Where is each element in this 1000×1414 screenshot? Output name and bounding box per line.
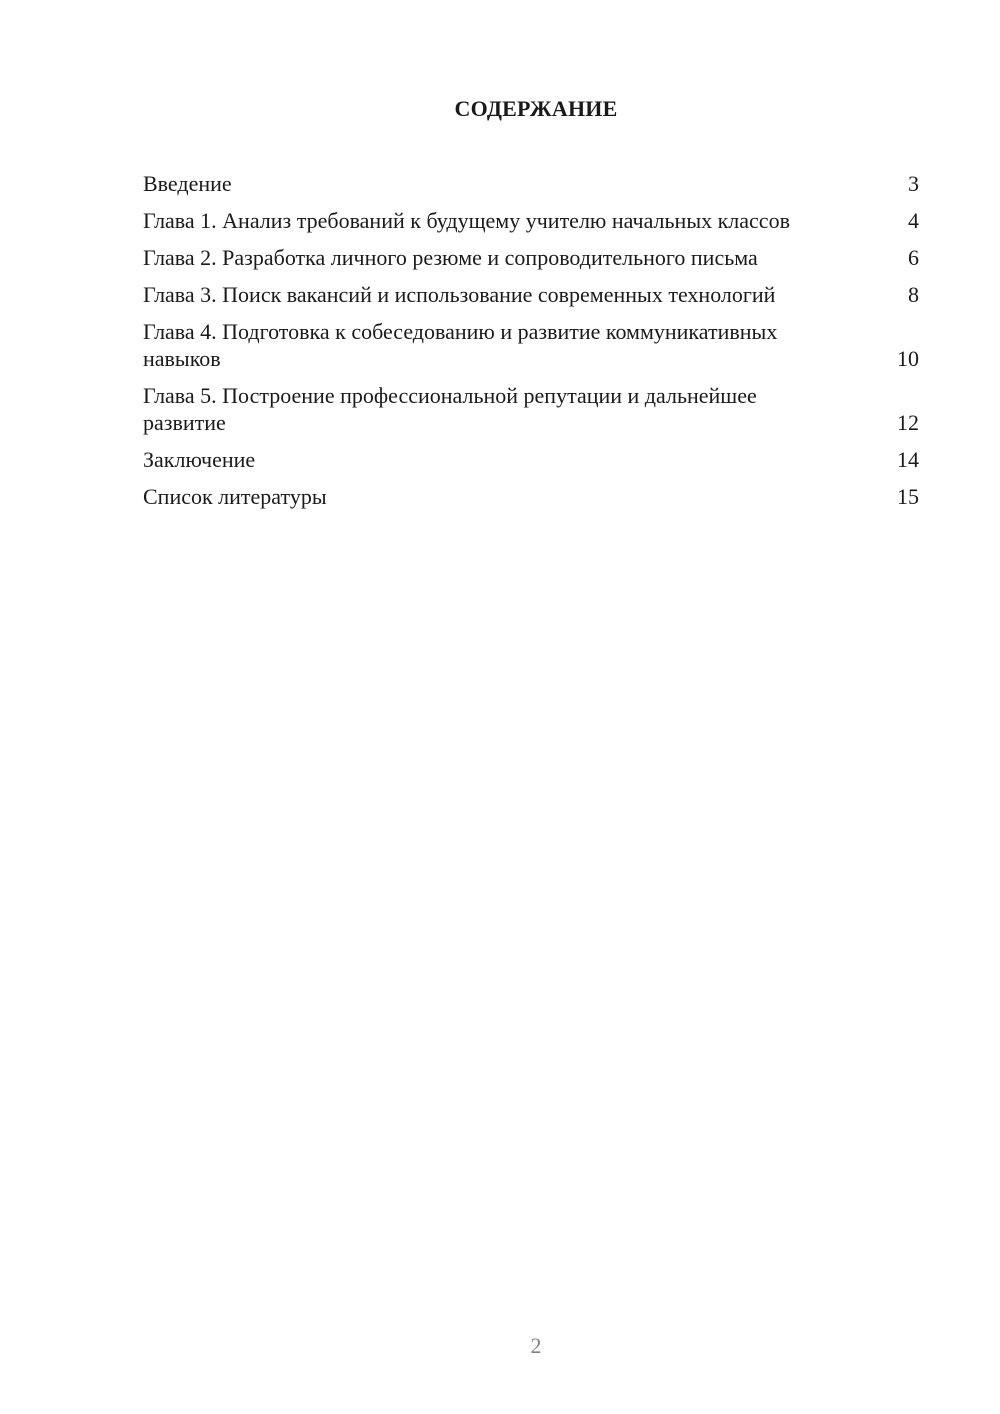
toc-entry-page: 8 [908,282,919,307]
toc-entry-page: 14 [897,447,919,472]
toc-entry-references [143,483,919,510]
toc-title: СОДЕРЖАНИЕ [454,96,618,121]
toc-entry-chapter-1 [143,207,919,234]
toc-entry-conclusion [143,446,919,473]
page-number: 2 [530,1333,542,1358]
toc-entry-page: 15 [897,484,919,509]
toc-entry-introduction [143,170,919,197]
toc-entry-page: 6 [908,245,919,270]
toc-entry-page: 12 [897,410,919,435]
toc-entry-chapter-5 [143,382,919,436]
toc-entry-chapter-2 [143,244,919,271]
toc-entry-label: Глава 1. Анализ требований к будущему учителю начальных классов [143,208,790,233]
toc-entry-chapter-3 [143,281,919,308]
toc-entry-label: Список литературы [143,484,327,509]
toc-entry-label: Введение [143,171,232,196]
toc-entry-label: Глава 2. Разработка личного резюме и сопроводительного письма [143,245,758,270]
toc-entry-page: 10 [897,346,919,371]
toc-entry-label: Заключение [143,447,256,472]
toc-entry-page: 4 [908,208,919,233]
toc-entry-label: Глава 4. Подготовка к собеседованию и развитие коммуникативных навыков [143,319,778,371]
toc-entry-label: Глава 5. Построение профессиональной репутации и дальнейшее развитие [143,383,757,435]
toc-entry-label: Глава 3. Поиск вакансий и использование современных технологий [143,282,776,307]
table-of-contents [143,170,919,520]
toc-entry-chapter-4 [143,318,919,372]
toc-entry-page: 3 [908,171,919,196]
